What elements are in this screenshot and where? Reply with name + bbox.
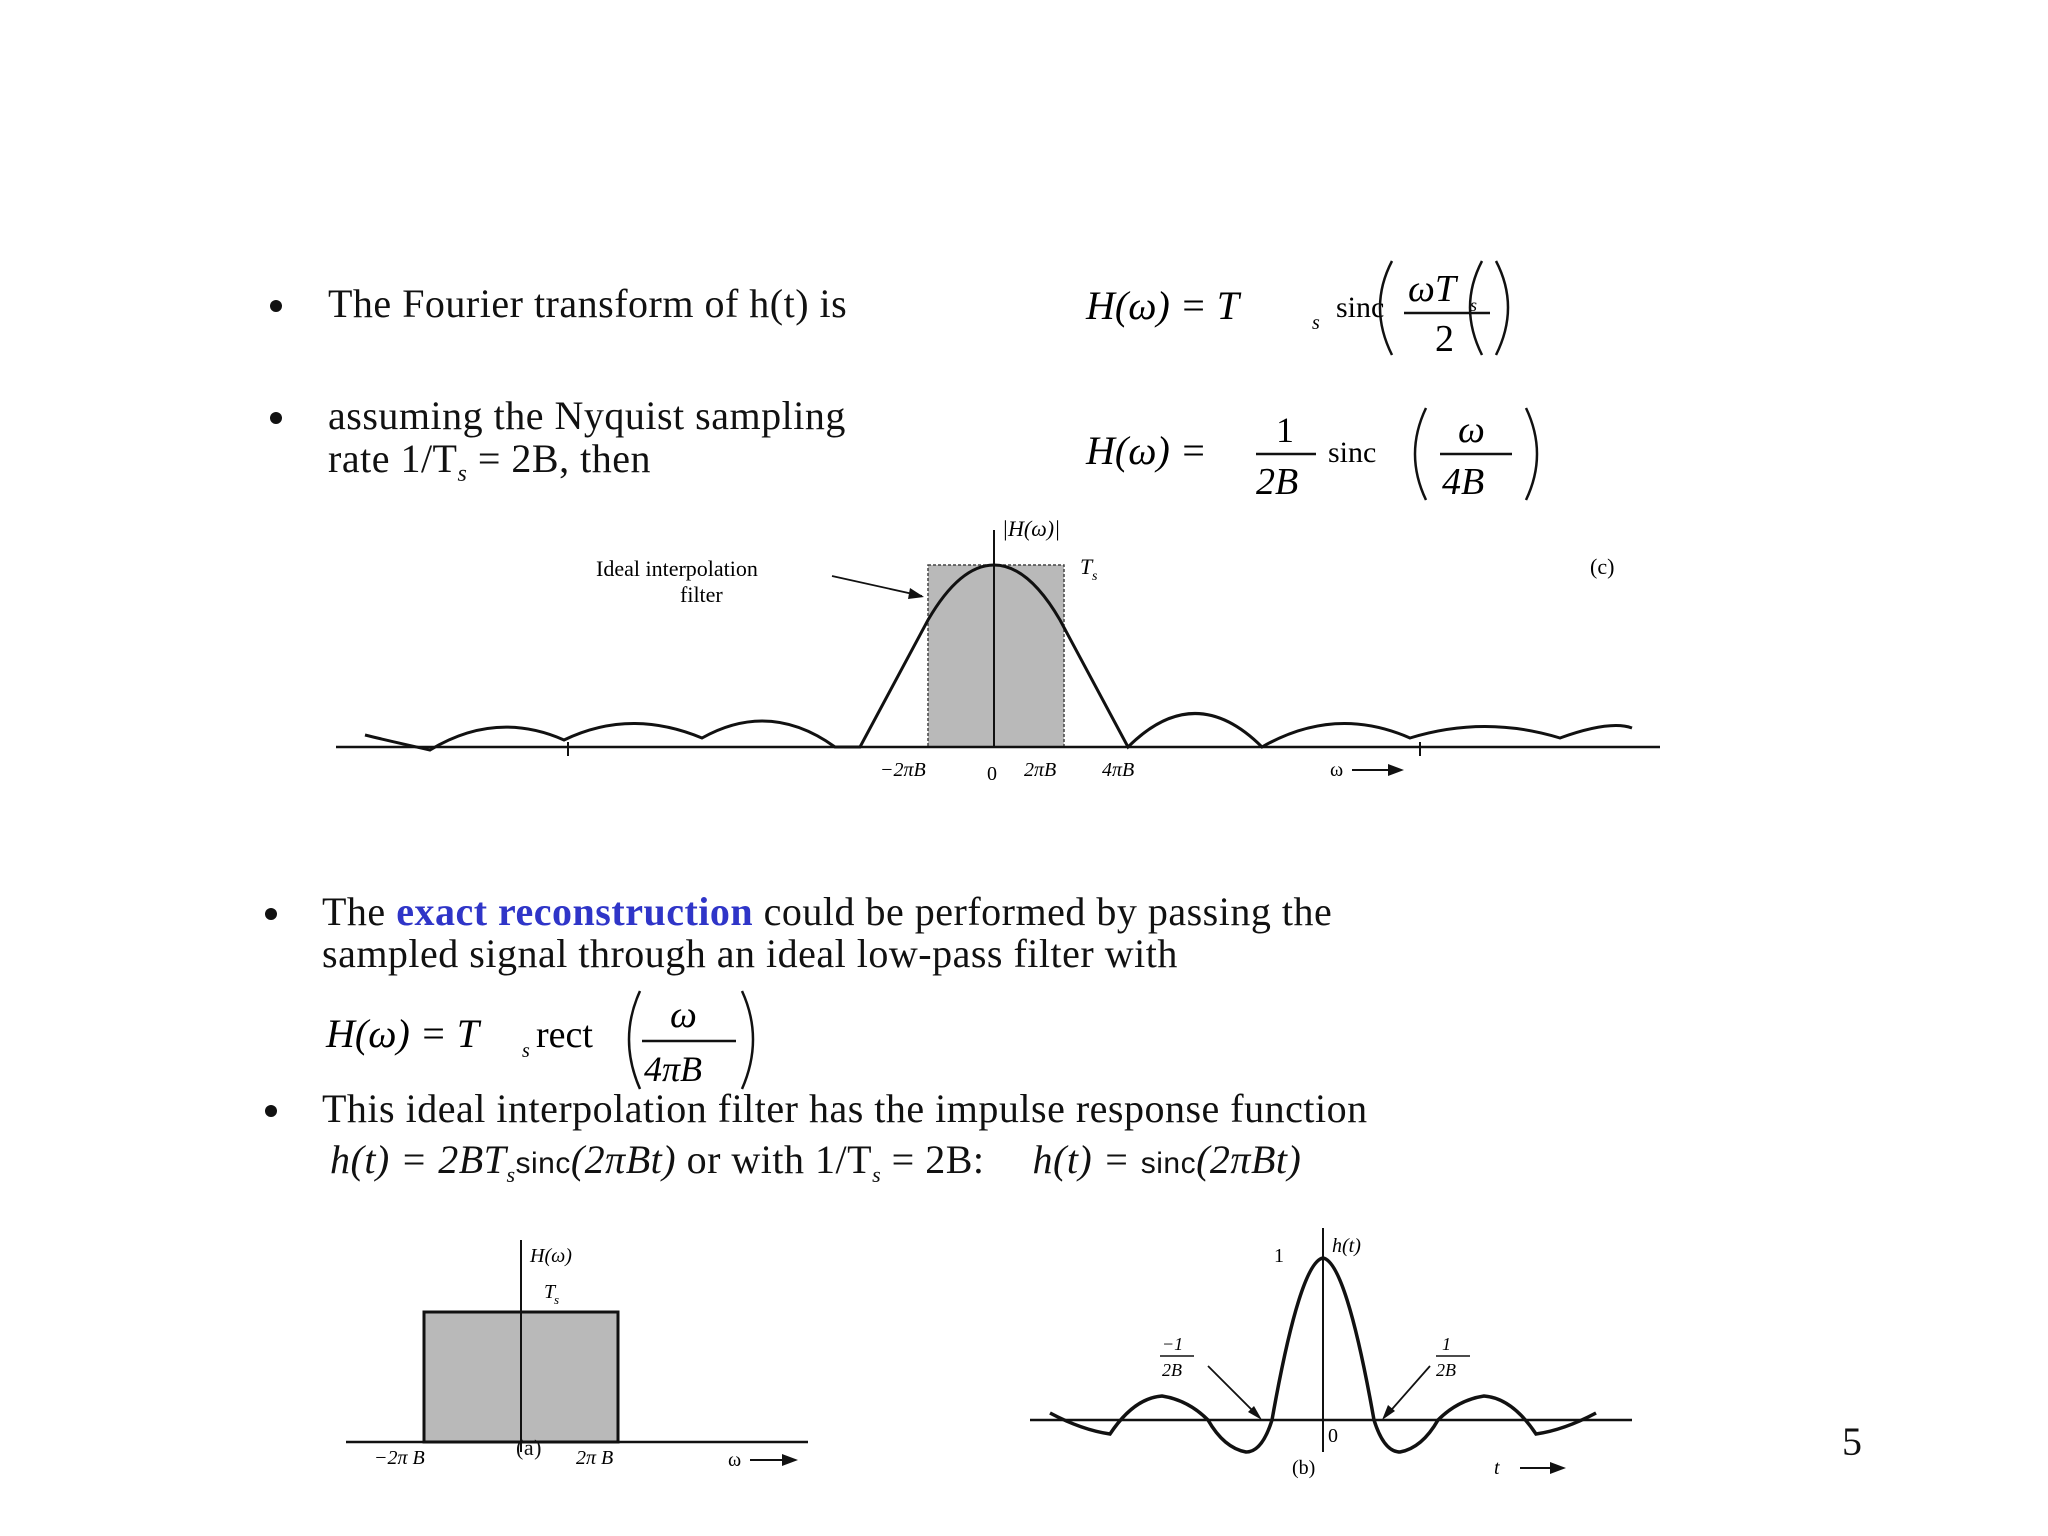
- bullet-dot: [270, 300, 282, 312]
- eq2-num: ω: [1458, 409, 1485, 451]
- fig-c-tag: (c): [1590, 554, 1615, 579]
- eq1-den: 2: [1435, 318, 1454, 360]
- fig-b-tag: (b): [1292, 1457, 1316, 1479]
- fig-a-ylabel: H(ω): [530, 1245, 572, 1267]
- bullet-3-line2: sampled signal through an ideal low-pass filter with: [322, 931, 1178, 976]
- fig-c-xtick-1: −2πB: [880, 759, 926, 781]
- bullet-2-line2: [328, 437, 651, 496]
- b2-line2-sub: s: [457, 461, 468, 487]
- page-number: 5: [1842, 1419, 1862, 1464]
- eq3-den: 4πB: [644, 1049, 703, 1089]
- fig-a-xtick-2: 2π B: [576, 1447, 614, 1469]
- fig-c-annotation-line2: filter: [680, 582, 723, 607]
- fig-b-peak-label: 1: [1274, 1245, 1284, 1267]
- eq2-lhs: H(ω) =: [1086, 428, 1207, 473]
- eq1-num: ωT: [1408, 268, 1456, 310]
- annotation-arrow: [832, 576, 922, 596]
- fig-b-left-den: 2B: [1162, 1360, 1182, 1380]
- eq1-num-sub: s: [1470, 295, 1478, 315]
- figure-c-spectrum: [260, 510, 1680, 800]
- eq4a-fn: sinc: [515, 1147, 571, 1180]
- equation-3: [322, 985, 782, 1095]
- eq2-fn: sinc: [1328, 436, 1377, 469]
- eq1-fn: sinc: [1336, 291, 1385, 324]
- b2-line2-tail: = 2B, then: [467, 436, 651, 481]
- fig-c-ylabel: |H(ω)|: [1002, 516, 1061, 541]
- fig-b-right-num: 1: [1442, 1334, 1451, 1354]
- fig-a-xlabel: ω: [728, 1449, 742, 1470]
- bullet-1-text: The Fourier transform of h(t) is: [328, 281, 848, 326]
- fig-a-level-sub: s: [554, 1292, 560, 1307]
- fig-b-origin: 0: [1328, 1425, 1338, 1447]
- fig-c-xtick-4: 4πB: [1102, 759, 1135, 781]
- bullet-dot: [265, 1105, 277, 1117]
- eq3-lhs: H(ω) = T: [326, 1011, 480, 1056]
- b3-highlight: exact reconstruction: [396, 889, 754, 934]
- eq4a-sub: s: [506, 1162, 516, 1187]
- fig-c-xtick-3: 2πB: [1024, 759, 1057, 781]
- eq4a-arg: (2πBt): [570, 1137, 677, 1182]
- fig-a-tag-label: (a): [516, 1435, 542, 1460]
- eq4b-lhs: h(t) =: [1032, 1137, 1141, 1182]
- eq2-frac-den: 2B: [1256, 461, 1299, 503]
- b4-mid-sub: s: [872, 1162, 882, 1187]
- fig-a-xtick-1: −2π B: [374, 1447, 425, 1469]
- equation-1: [1080, 255, 1540, 365]
- eq1-lhs: H(ω) = T: [1086, 283, 1240, 328]
- bullet-4-line1: This ideal interpolation filter has the impulse response function: [322, 1086, 1368, 1131]
- figure-b-sinc-impulse: [1010, 1220, 1650, 1490]
- fig-b-right-den: 2B: [1436, 1360, 1456, 1380]
- fig-a-level-label: T: [544, 1281, 556, 1303]
- fig-c-xlabel: ω: [1330, 759, 1344, 781]
- fig-b-ylabel: h(t): [1332, 1235, 1361, 1257]
- equation-2: [1080, 398, 1560, 508]
- eq4b-fn: sinc: [1140, 1147, 1197, 1180]
- fig-c-xtick-2: 0: [987, 763, 997, 785]
- fig-c-level-sub: s: [1092, 569, 1098, 584]
- eq3-num: ω: [670, 994, 697, 1036]
- b4-mid-tail: = 2B:: [881, 1137, 985, 1182]
- eq3-fn: rect: [536, 1014, 593, 1056]
- bullet-2-line1: assuming the Nyquist sampling: [328, 393, 846, 438]
- eq4a-lhs: h(t) = 2BT: [330, 1137, 507, 1182]
- eq1-sub: s: [1312, 312, 1320, 334]
- bullet-dot: [270, 412, 282, 424]
- b2-line2-main: rate 1/T: [328, 436, 458, 481]
- eq3-sub: s: [522, 1040, 530, 1062]
- b3-post: could be performed by passing the: [753, 889, 1333, 934]
- b3-pre: The: [322, 889, 397, 934]
- eq4b-arg: (2πBt): [1196, 1137, 1302, 1182]
- bullet-dot: [265, 908, 277, 920]
- b4-mid: or with 1/T: [676, 1137, 873, 1182]
- eq2-frac-num: 1: [1276, 410, 1294, 450]
- fig-b-xlabel: t: [1494, 1457, 1500, 1479]
- bullet-3-line1: [322, 890, 1332, 934]
- fig-c-level-label: T: [1080, 554, 1093, 579]
- figure-a-rect-spectrum: [330, 1230, 830, 1470]
- fig-c-annotation-line1: Ideal interpolation: [596, 556, 758, 581]
- eq2-den: 4B: [1442, 461, 1485, 503]
- fig-b-left-num: −1: [1162, 1334, 1184, 1354]
- bullet-4-line2: [330, 1138, 1301, 1197]
